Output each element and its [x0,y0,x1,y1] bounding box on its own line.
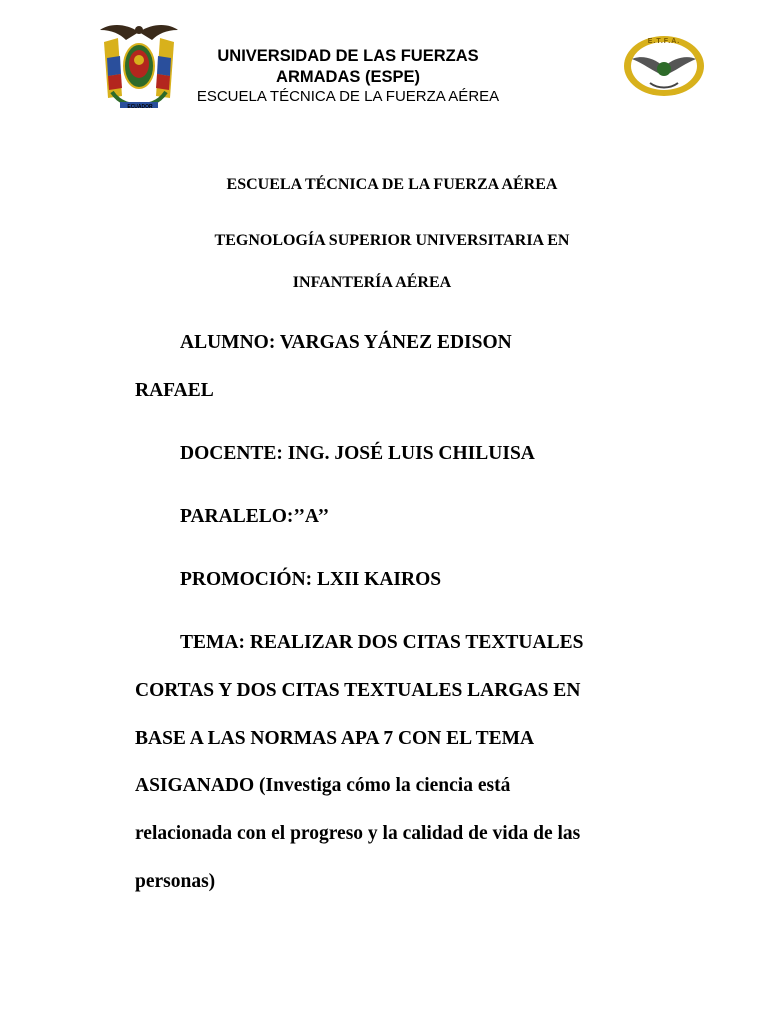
program-line1: TEGNOLOGÍA SUPERIOR UNIVERSITARIA EN [214,232,570,249]
student-line2: RAFAEL [135,380,214,401]
topic-line: personas) [135,871,216,892]
topic-line: CORTAS Y DOS CITAS TEXTUALES LARGAS EN [135,680,581,701]
topic-line: relacionada con el progreso y la calidad de vida de las [135,823,581,844]
university-name-line2: ARMADAS (ESPE) [276,68,420,86]
topic-line: ASIGANADO (Investiga cómo la ciencia está [135,775,511,796]
topic-line: TEMA: REALIZAR DOS CITAS TEXTUALES [180,632,584,653]
school-subtitle: ESCUELA TÉCNICA DE LA FUERZA AÉREA [196,88,500,105]
university-name-line1: UNIVERSIDAD DE LAS FUERZAS [217,47,479,65]
promotion-line: PROMOCIÓN: LXII KAIROS [180,569,442,590]
logo-caption: ECUADOR [127,104,153,110]
cover-school-title: ESCUELA TÉCNICA DE LA FUERZA AÉREA [226,176,558,193]
teacher-line: DOCENTE: ING. JOSÉ LUIS CHILUISA [180,443,535,464]
ecuador-coat-of-arms-logo [94,18,184,110]
program-line2: INFANTERÍA AÉREA [292,274,452,291]
student-line1: ALUMNO: VARGAS YÁNEZ EDISON [180,332,512,353]
emblem-letters: E.T.F.A. [647,38,681,45]
topic-line: BASE A LAS NORMAS APA 7 CON EL TEMA [135,728,535,749]
section-line: PARALELO:’’A’’ [180,506,330,527]
